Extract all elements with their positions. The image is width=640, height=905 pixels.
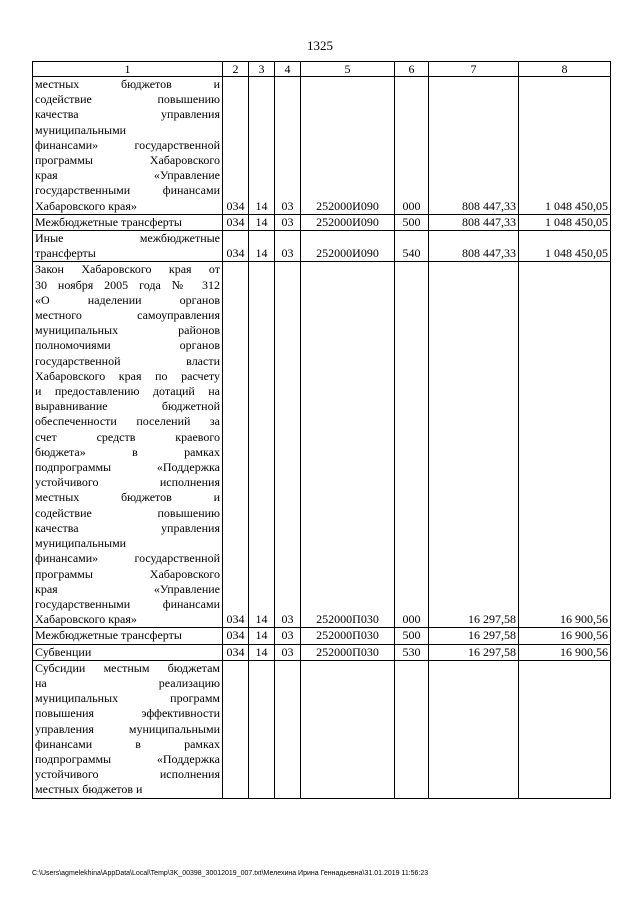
target-article-cell: 252000П030 [301,644,395,660]
row-name-line: на реализацию [35,675,220,690]
row-name-line: Хабаровского края» [35,198,137,213]
table-row [33,231,611,262]
row-name-line: программы Хабаровского [35,153,220,168]
section-code-cell: 14 [249,644,275,660]
page-number: 1325 [307,38,333,53]
row-name-line: Межбюджетные трансферты [35,628,182,643]
amount-year2-cell: 16 900,56 [519,262,611,628]
column-header: 1 [33,62,223,77]
column-header: 6 [395,62,429,77]
column-header: 8 [519,62,611,77]
row-name-line: Иные межбюджетные [35,231,220,246]
expense-type-cell: 540 [395,231,429,262]
row-name-line: программы Хабаровского [35,566,220,581]
target-article-cell: 252000И090 [301,214,395,230]
table-row [33,214,611,230]
expense-type-cell: 000 [395,77,429,215]
amount-year1-cell [429,660,519,798]
row-name-line: и предоставлению дотаций на [35,384,220,399]
row-name-line: Субвенции [35,644,92,659]
row-name-line: счет средств краевого [35,429,220,444]
column-header: 7 [429,62,519,77]
table-row [33,262,611,628]
row-name-line: Хабаровского края по расчету [35,368,220,383]
row-name-line: финансами в рамках [35,736,220,751]
row-name-line: муниципальных районов [35,323,220,338]
amount-year1-cell: 16 297,58 [429,628,519,644]
row-name-line: устойчивого исполнения [35,767,220,782]
row-name-line: Хабаровского края» [35,612,137,627]
row-name-line: содействие повышению [35,92,220,107]
row-name-cell [33,231,223,262]
column-header: 3 [249,62,275,77]
department-code-cell: 034 [223,77,249,215]
department-code-cell [223,660,249,798]
column-header: 2 [223,62,249,77]
subsection-code-cell: 03 [275,214,301,230]
row-name-cell [33,660,223,798]
section-code-cell: 14 [249,231,275,262]
section-code-cell: 14 [249,214,275,230]
subsection-code-cell: 03 [275,262,301,628]
amount-year2-cell: 16 900,56 [519,628,611,644]
expense-type-cell: 500 [395,628,429,644]
row-name-cell [33,77,223,215]
target-article-cell: 252000П030 [301,628,395,644]
amount-year1-cell: 16 297,58 [429,644,519,660]
row-name-line: муниципальных программ [35,691,220,706]
table-row [33,628,611,644]
expense-type-cell [395,660,429,798]
amount-year2-cell: 1 048 450,05 [519,77,611,215]
row-name-line: финансами» государственной [35,551,220,566]
row-name-line: полномочиями органов [35,338,220,353]
department-code-cell: 034 [223,628,249,644]
row-name-cell [33,262,223,628]
budget-table [32,61,611,799]
department-code-cell: 034 [223,262,249,628]
row-name-line: трансферты [35,246,96,261]
table-row [33,660,611,798]
target-article-cell: 252000П030 [301,262,395,628]
row-name-cell [33,214,223,230]
department-code-cell: 034 [223,214,249,230]
column-header: 4 [275,62,301,77]
target-article-cell [301,660,395,798]
expense-type-cell: 530 [395,644,429,660]
section-code-cell: 14 [249,628,275,644]
row-name-line: Субсидии местным бюджетам [35,660,220,675]
row-name-line: местного самоуправления [35,308,220,323]
row-name-line: выравнивание бюджетной [35,399,220,414]
amount-year2-cell [519,660,611,798]
amount-year2-cell: 16 900,56 [519,644,611,660]
row-name-line: Закон Хабаровского края от [35,262,220,277]
amount-year1-cell: 808 447,33 [429,231,519,262]
target-article-cell: 252000И090 [301,77,395,215]
row-name-line: бюджета» в рамках [35,444,220,459]
amount-year2-cell: 1 048 450,05 [519,231,611,262]
section-code-cell [249,660,275,798]
row-name-line: обеспеченности поселений за [35,414,220,429]
column-header: 5 [301,62,395,77]
row-name-line: государственными финансами [35,183,220,198]
row-name-line: подпрограммы «Поддержка [35,460,220,475]
row-name-cell [33,644,223,660]
row-name-line: края «Управление [35,581,220,596]
row-name-line: повышения эффективности [35,706,220,721]
file-path-footer: C:\Users\agmelekhina\AppData\Local\Temp\3K_00398_30012019_007.txt\Мелехина Ирина Геннадьевна\31.01.2019 11:56:23 [32,870,429,877]
row-name-line: содействие повышению [35,505,220,520]
row-name-line: управления муниципальными [35,721,220,736]
row-name-line: муниципальными [35,122,127,137]
header-row [33,62,611,77]
row-name-line: качества управления [35,107,220,122]
row-name-line: местных бюджетов и [35,77,220,91]
amount-year1-cell: 808 447,33 [429,77,519,215]
department-code-cell: 034 [223,231,249,262]
row-name-line: местных бюджетов и [35,782,143,797]
department-code-cell: 034 [223,644,249,660]
amount-year1-cell: 16 297,58 [429,262,519,628]
row-name-line: качества управления [35,520,220,535]
row-name-line: государственными финансами [35,596,220,611]
row-name-line: государственной власти [35,353,220,368]
row-name-line: края «Управление [35,168,220,183]
row-name-line: устойчивого исполнения [35,475,220,490]
row-name-line: Межбюджетные трансферты [35,214,182,229]
row-name-line: финансами» государственной [35,137,220,152]
amount-year1-cell: 808 447,33 [429,214,519,230]
subsection-code-cell: 03 [275,644,301,660]
row-name-line: подпрограммы «Поддержка [35,751,220,766]
row-name-line: 30 ноября 2005 года № 312 [35,277,220,292]
table-row [33,77,611,215]
amount-year2-cell: 1 048 450,05 [519,214,611,230]
row-name-line: местных бюджетов и [35,490,220,505]
section-code-cell: 14 [249,77,275,215]
expense-type-cell: 500 [395,214,429,230]
target-article-cell: 252000И090 [301,231,395,262]
row-name-line: муниципальными [35,536,127,551]
section-code-cell: 14 [249,262,275,628]
table-row [33,644,611,660]
subsection-code-cell: 03 [275,77,301,215]
subsection-code-cell: 03 [275,628,301,644]
row-name-line: «О наделении органов [35,292,220,307]
subsection-code-cell: 03 [275,231,301,262]
row-name-cell [33,628,223,644]
expense-type-cell: 000 [395,262,429,628]
subsection-code-cell [275,660,301,798]
